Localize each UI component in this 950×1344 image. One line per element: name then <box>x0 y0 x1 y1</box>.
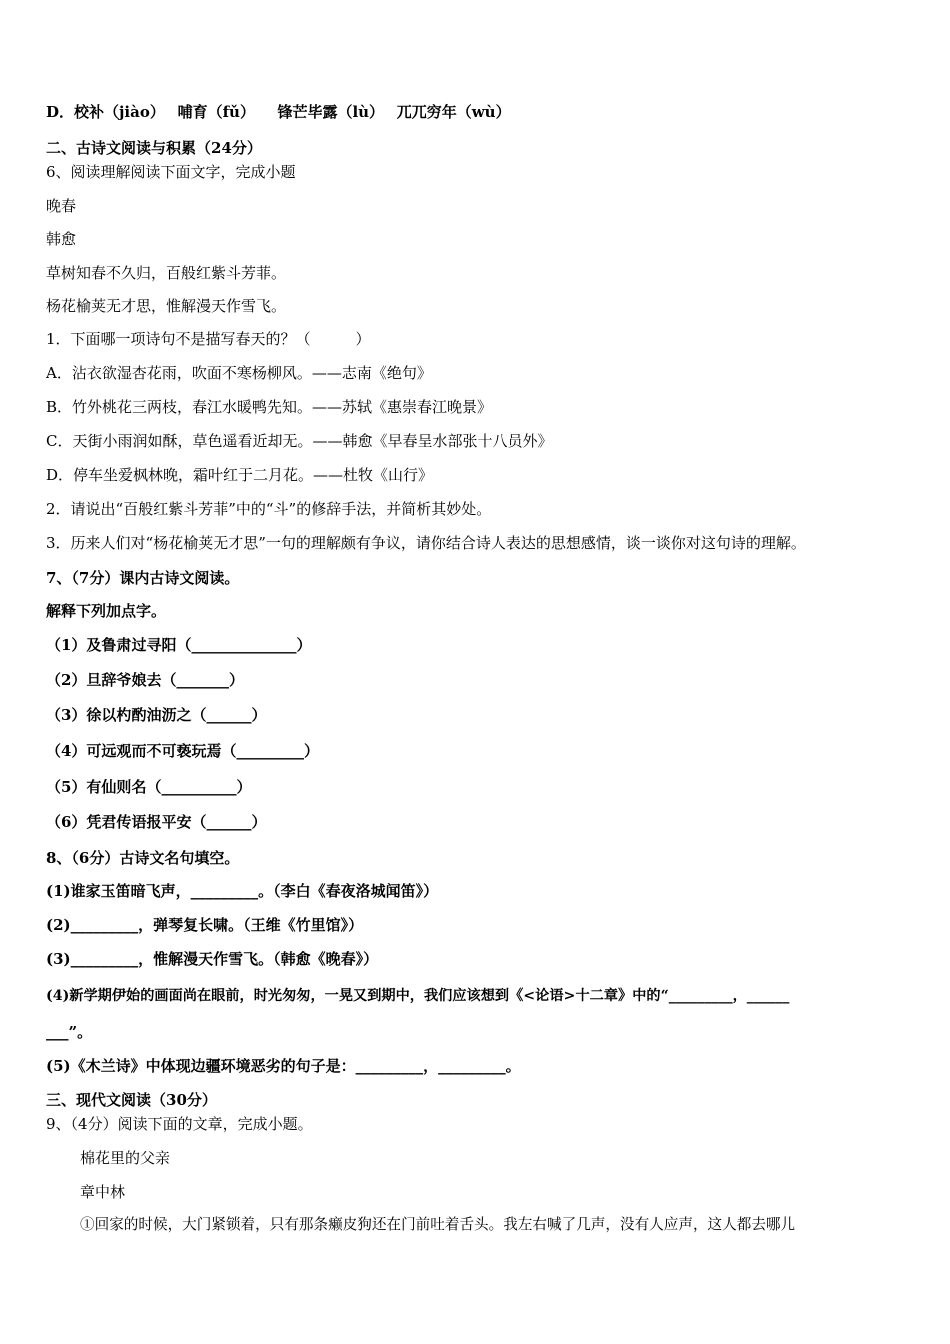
q7-item-3: （3）徐以杓酌油沥之（______） <box>46 706 267 724</box>
q7-item-2: （2）旦辞爷娘去（_______） <box>46 671 244 689</box>
choice-a: A．沾衣欲湿杏花雨，吹面不寒杨柳风。——志南《绝句》 <box>46 364 432 382</box>
q8-item-2: (2)_________，弹琴复长啸。（王维《竹里馆》） <box>46 916 364 934</box>
q8-item-5: (5)《木兰诗》中体现边疆环境恶劣的句子是：_________，_________。 <box>46 1057 521 1075</box>
section-3-heading: 三、现代文阅读（30分） <box>46 1091 217 1109</box>
sub-question-3: 3．历来人们对“杨花榆荚无才思”一句的理解颇有争议，请你结合诗人表达的思想感情，谈一谈你对这句诗的理解。 <box>46 534 806 552</box>
choice-d: D．停车坐爱枫林晚，霜叶红于二月花。——杜牧《山行》 <box>46 466 434 484</box>
q7-item-4: （4）可远观而不可亵玩焉（_________） <box>46 742 319 760</box>
q7-item-1: （1）及鲁肃过寻阳（______________） <box>46 636 312 654</box>
q7-item-6: （6）凭君传语报平安（______） <box>46 813 267 831</box>
article-title: 棉花里的父亲 <box>80 1149 171 1167</box>
question-7-instruction: 解释下列加点字。 <box>46 602 167 620</box>
choice-b: B．竹外桃花三两枝，春江水暖鸭先知。——苏轼《惠崇春江晚景》 <box>46 398 493 416</box>
q8-item-1: (1)谁家玉笛暗飞声，_________。（李白《春夜洛城闻笛》） <box>46 882 439 900</box>
q8-item-4-cont: ___”。 <box>46 1023 93 1041</box>
article-author: 章中林 <box>80 1183 126 1201</box>
q8-item-4: (4)新学期伊始的画面尚在眼前，时光匆匆，一晃又到期中，我们应该想到《<论语>十二章》中的“_________，______ <box>46 988 790 1004</box>
article-paragraph-1: ①回家的时候，大门紧锁着，只有那条癞皮狗还在门前吐着舌头。我左右喊了几声，没有人应声，这人都去哪儿 <box>80 1216 796 1233</box>
question-9-prompt: 9、（4分）阅读下面的文章，完成小题。 <box>46 1115 313 1133</box>
poem-author: 韩愈 <box>46 230 77 248</box>
q7-item-5: （5）有仙则名（__________） <box>46 778 252 796</box>
poem-title: 晚春 <box>46 197 77 215</box>
choice-c: C．天街小雨润如酥，草色遥看近却无。——韩愈《早春呈水部张十八员外》 <box>46 432 553 450</box>
section-2-heading: 二、古诗文阅读与积累（24分） <box>46 139 262 157</box>
sub-question-2: 2．请说出“百般红紫斗芳菲”中的“斗”的修辞手法，并简析其妙处。 <box>46 500 492 518</box>
q8-item-3: (3)_________，惟解漫天作雪飞。（韩愈《晚春》） <box>46 950 379 968</box>
question-6-prompt: 6、阅读理解阅读下面文字，完成小题 <box>46 163 296 181</box>
question-8-heading: 8、（6分）古诗文名句填空。 <box>46 849 240 867</box>
sub-question-1: 1．下面哪一项诗句不是描写春天的？（ ） <box>46 330 371 348</box>
option-d-line: D．校补（jiào） 哺育（fǔ） 锋芒毕露（lù） 兀兀穷年（wù） <box>46 103 511 121</box>
question-7-heading: 7、（7分）课内古诗文阅读。 <box>46 569 240 587</box>
poem-line-2: 杨花榆荚无才思，惟解漫天作雪飞。 <box>46 297 287 315</box>
poem-line-1: 草树知春不久归，百般红紫斗芳菲。 <box>46 264 287 282</box>
